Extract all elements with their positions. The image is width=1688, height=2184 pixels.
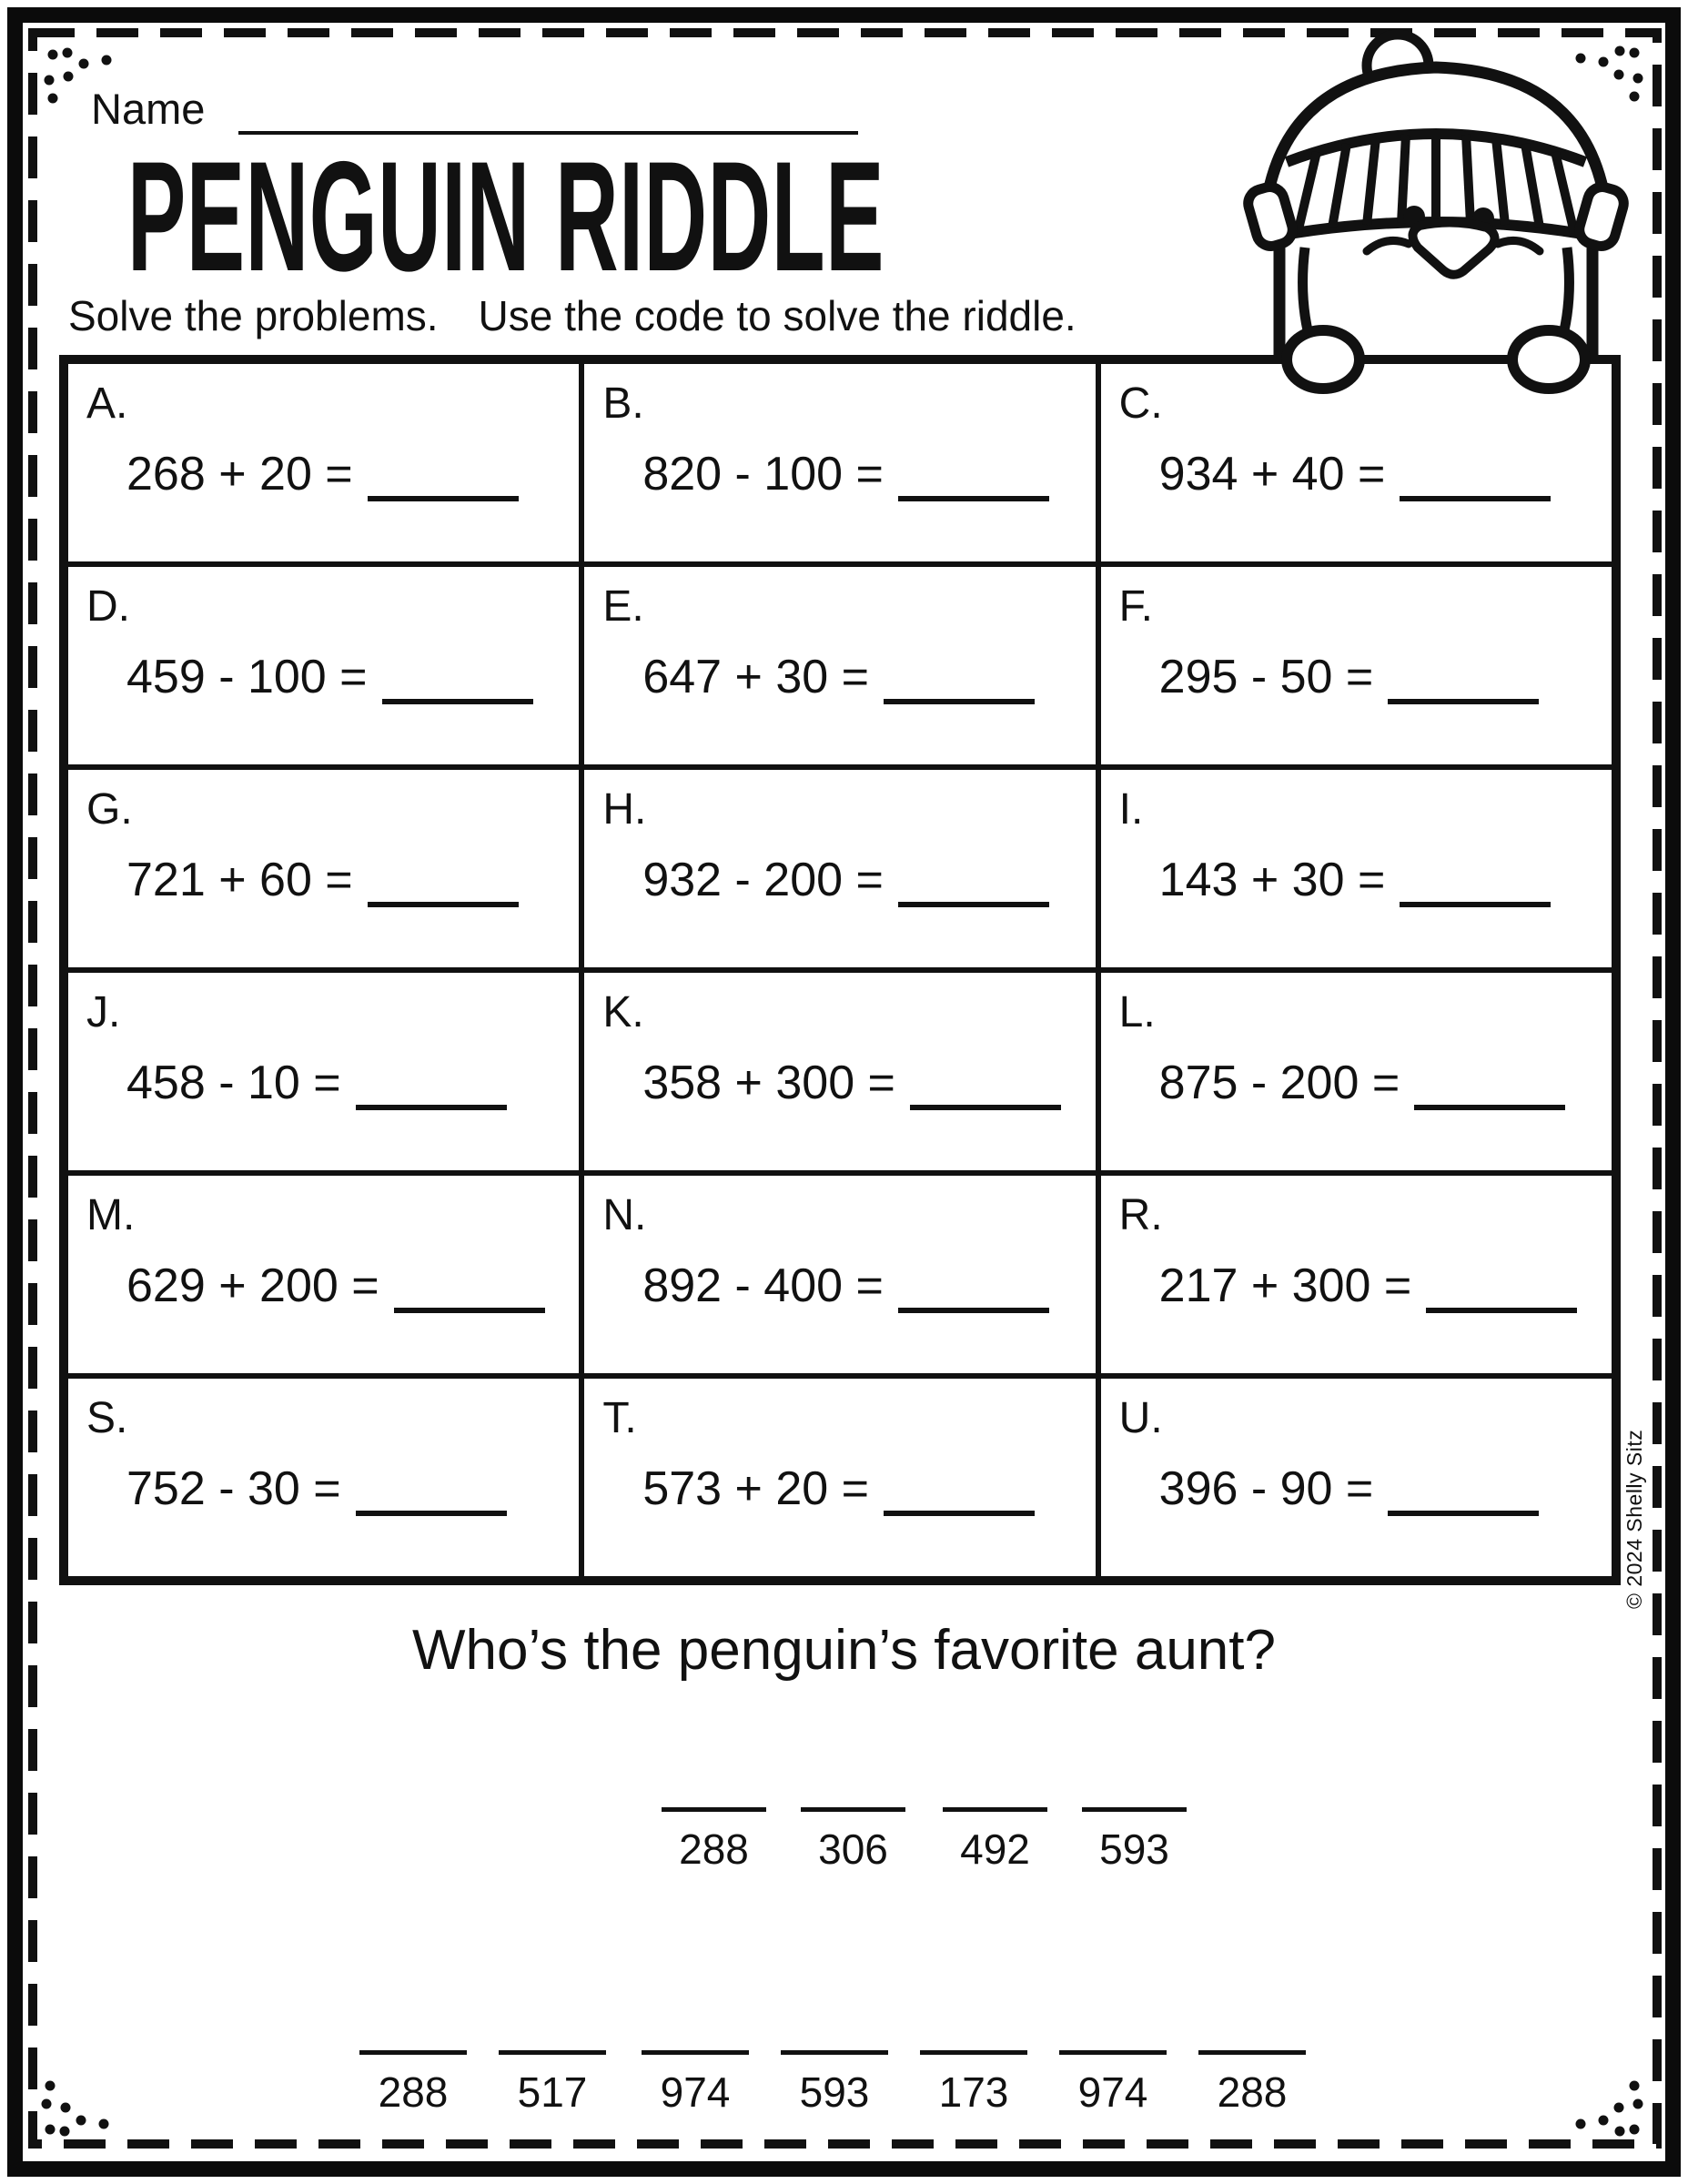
instructions	[68, 291, 1076, 340]
code-write-line	[359, 2050, 467, 2055]
problem-letter: M.	[86, 1191, 136, 1239]
code-write-line	[642, 2050, 749, 2055]
code-number: 288	[378, 2068, 449, 2116]
answer-blank-line	[1388, 661, 1539, 704]
penguin-foot-right	[1512, 330, 1585, 389]
code-write-line	[801, 1807, 905, 1812]
corner-dots-bottom-left	[42, 2081, 109, 2137]
answer-blank-line	[368, 458, 519, 501]
problem-cell-R	[1098, 1173, 1614, 1376]
problem-letter: I.	[1118, 785, 1144, 834]
instruction-code: Use the code to solve the riddle.	[478, 292, 1076, 339]
problem-cell-L	[1098, 970, 1614, 1173]
problem-cell-F	[1098, 564, 1614, 767]
code-slot-row2-6	[1059, 2050, 1167, 2117]
problem-letter: B.	[602, 379, 644, 428]
code-number: 593	[799, 2068, 870, 2116]
corner-dots-bottom-right	[1576, 2081, 1643, 2137]
problem-letter: E.	[602, 582, 644, 631]
problem-letter: S.	[86, 1394, 128, 1442]
problems-table	[59, 355, 1621, 1585]
answer-blank-line	[910, 1067, 1061, 1110]
penguin-icon	[1245, 9, 1627, 410]
code-number: 974	[1077, 2068, 1148, 2116]
problem-letter: F.	[1118, 582, 1153, 631]
answer-blank-line	[884, 661, 1035, 704]
problem-expression: 573 + 20 =	[642, 1462, 870, 1515]
answer-blank-line	[898, 1269, 1049, 1313]
code-number: 288	[1217, 2068, 1288, 2116]
code-write-line	[781, 2050, 888, 2055]
problem-expression: 458 - 10 =	[126, 1057, 341, 1109]
problem-cell-T	[581, 1376, 1097, 1579]
problem-letter: J.	[86, 988, 121, 1036]
problem-expression: 143 + 30 =	[1158, 854, 1386, 906]
code-slot-row1-3	[943, 1807, 1047, 1874]
problem-cell-J	[66, 970, 581, 1173]
problem-cell-U	[1098, 1376, 1614, 1579]
problem-expression: 647 + 30 =	[642, 651, 870, 703]
code-write-line	[1198, 2050, 1306, 2055]
answer-blank-line	[1414, 1067, 1565, 1110]
problem-cell-B	[581, 361, 1097, 564]
problem-expression: 721 + 60 =	[126, 854, 353, 906]
problem-cell-D	[66, 564, 581, 767]
code-write-line	[1082, 1807, 1187, 1812]
problem-letter: G.	[86, 785, 133, 834]
problem-expression: 932 - 200 =	[642, 854, 884, 906]
code-number: 517	[517, 2068, 588, 2116]
problem-cell-G	[66, 767, 581, 970]
code-slot-row1-1	[662, 1807, 766, 1874]
answer-blank-line	[368, 864, 519, 907]
page-title: PENGUIN RIDDLE	[127, 129, 884, 304]
code-write-line	[920, 2050, 1027, 2055]
problem-expression: 295 - 50 =	[1158, 651, 1374, 703]
problem-letter: U.	[1118, 1394, 1163, 1442]
code-slot-row2-3	[642, 2050, 749, 2117]
problem-expression: 820 - 100 =	[642, 448, 884, 500]
code-slot-row1-2	[801, 1807, 905, 1874]
code-number: 593	[1099, 1825, 1169, 1873]
code-number: 306	[818, 1825, 888, 1873]
answer-blank-line	[356, 1472, 507, 1516]
penguin-hat	[1245, 35, 1627, 249]
problem-expression: 217 + 300 =	[1158, 1259, 1412, 1312]
answer-blank-line	[1426, 1269, 1577, 1313]
code-slot-row2-4	[781, 2050, 888, 2117]
copyright-text: © 2024 Shelly Sitz	[1622, 1429, 1646, 1609]
problem-cell-K	[581, 970, 1097, 1173]
problem-cell-S	[66, 1376, 581, 1579]
riddle-question: Who’s the penguin’s favorite aunt?	[411, 1619, 1276, 1682]
code-slot-row2-5	[920, 2050, 1027, 2117]
problem-cell-N	[581, 1173, 1097, 1376]
code-slot-row1-4	[1082, 1807, 1187, 1874]
code-slot-row2-2	[499, 2050, 606, 2117]
code-slot-row2-1	[359, 2050, 467, 2117]
problem-expression: 459 - 100 =	[126, 651, 368, 703]
problem-cell-M	[66, 1173, 581, 1376]
penguin-foot-left	[1287, 330, 1359, 389]
answer-blank-line	[394, 1269, 545, 1313]
code-number: 974	[660, 2068, 731, 2116]
answer-blank-line	[1400, 864, 1551, 907]
problem-letter: A.	[86, 379, 128, 428]
problem-letter: N.	[602, 1191, 647, 1239]
problem-letter: D.	[86, 582, 130, 631]
problem-letter: T.	[602, 1394, 637, 1442]
instruction-solve: Solve the problems.	[68, 292, 439, 339]
problem-expression: 629 + 200 =	[126, 1259, 379, 1312]
answer-blank-line	[898, 864, 1049, 907]
code-write-line	[499, 2050, 606, 2055]
problem-letter: R.	[1118, 1191, 1163, 1239]
problem-letter: H.	[602, 785, 647, 834]
answer-blank-line	[1400, 458, 1551, 501]
problem-expression: 358 + 300 =	[642, 1057, 895, 1109]
problem-expression: 752 - 30 =	[126, 1462, 341, 1515]
answer-blank-line	[1388, 1472, 1539, 1516]
problem-cell-H	[581, 767, 1097, 970]
code-number: 173	[938, 2068, 1009, 2116]
code-number: 492	[960, 1825, 1030, 1873]
answer-blank-line	[382, 661, 533, 704]
code-write-line	[662, 1807, 766, 1812]
answer-blank-line	[356, 1067, 507, 1110]
problem-cell-E	[581, 564, 1097, 767]
problem-cell-A	[66, 361, 581, 564]
code-write-line	[943, 1807, 1047, 1812]
problem-letter: K.	[602, 988, 644, 1036]
code-number: 288	[679, 1825, 749, 1873]
problem-expression: 268 + 20 =	[126, 448, 353, 500]
problem-expression: 875 - 200 =	[1158, 1057, 1400, 1109]
problem-letter: L.	[1118, 988, 1156, 1036]
code-write-line	[1059, 2050, 1167, 2055]
name-label: Name	[91, 85, 206, 133]
problem-expression: 892 - 400 =	[642, 1259, 884, 1312]
problem-expression: 934 + 40 =	[1158, 448, 1386, 500]
code-slot-row2-7	[1198, 2050, 1306, 2117]
problem-letter: C.	[1118, 379, 1163, 428]
problem-expression: 396 - 90 =	[1158, 1462, 1374, 1515]
answer-blank-line	[898, 458, 1049, 501]
answer-blank-line	[884, 1472, 1035, 1516]
problem-cell-I	[1098, 767, 1614, 970]
